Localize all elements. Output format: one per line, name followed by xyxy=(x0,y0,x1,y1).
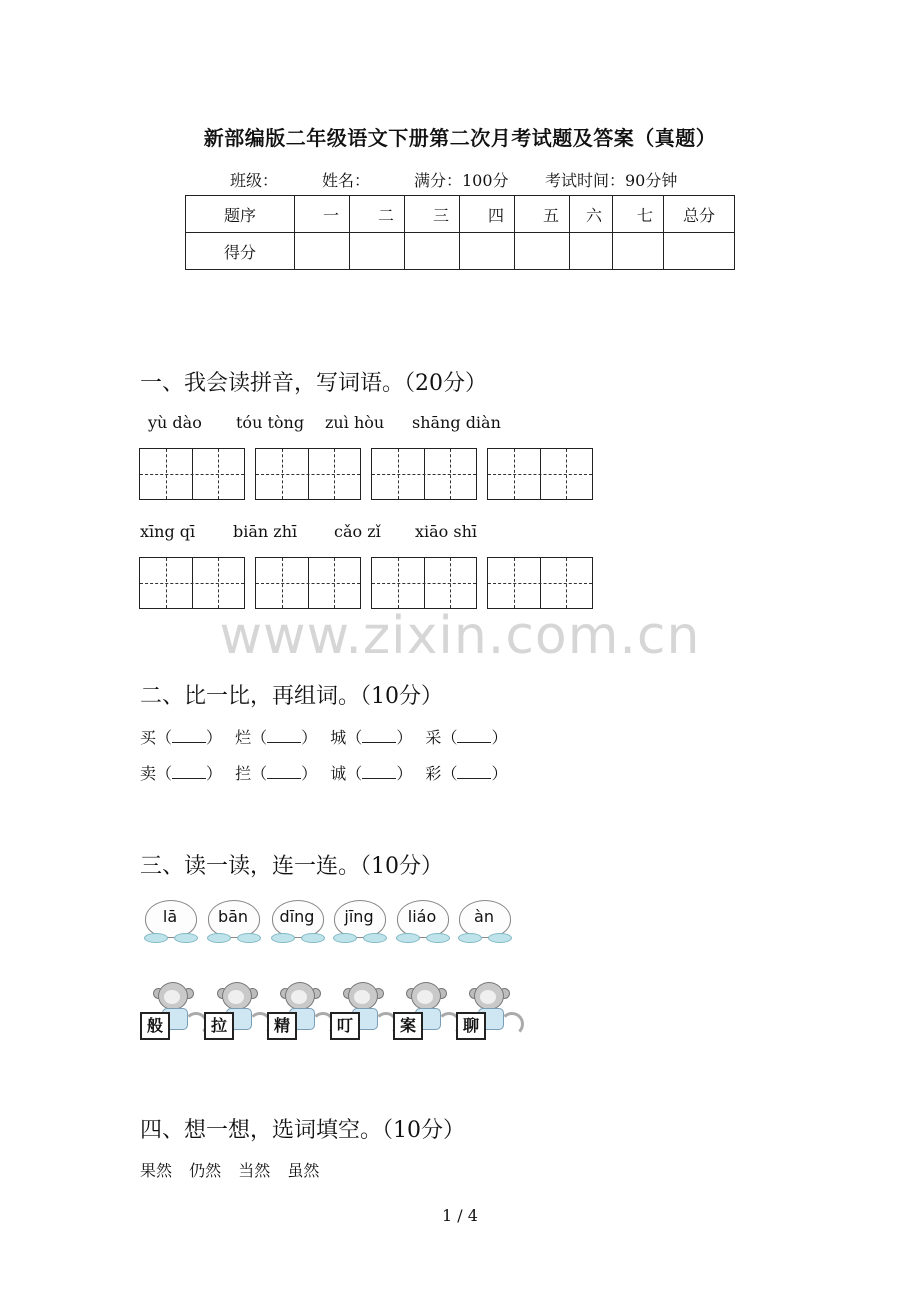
page-title: 新部编版二年级语文下册第二次月考试题及答案（真题） xyxy=(203,126,717,150)
monkey-sign-text: 般 xyxy=(140,1012,170,1040)
answer-blank[interactable] xyxy=(457,728,491,743)
paren: （ xyxy=(346,764,363,783)
score-cell[interactable] xyxy=(570,233,613,270)
exam-time: 考试时间：90分钟 xyxy=(545,171,678,190)
name-label: 姓名： xyxy=(322,171,371,190)
answer-blank[interactable] xyxy=(362,764,396,779)
monkey-character[interactable] xyxy=(204,978,268,1044)
paren: （ xyxy=(156,728,173,747)
compare-char: 卖 xyxy=(140,764,157,783)
class-label: 班级： xyxy=(230,171,279,190)
compare-char: 彩 xyxy=(425,764,442,783)
peach-pinyin[interactable] xyxy=(394,900,450,944)
monkey-sign-text: 拉 xyxy=(204,1012,234,1040)
score-cell[interactable] xyxy=(664,233,735,270)
score-table-col: 七 xyxy=(613,196,664,233)
word-option: 虽然 xyxy=(287,1161,320,1180)
peach-pinyin[interactable] xyxy=(142,900,198,944)
answer-blank[interactable] xyxy=(267,764,301,779)
pinyin-label: shāng diàn xyxy=(412,413,501,432)
peach-pinyin-text: liáo xyxy=(407,907,437,926)
score-table-col: 六 xyxy=(570,196,613,233)
score-table-header-row xyxy=(186,196,735,233)
monkey-sign-text: 案 xyxy=(393,1012,423,1040)
monkey-character[interactable] xyxy=(140,978,204,1044)
writing-grid[interactable] xyxy=(371,448,477,500)
monkey-character[interactable] xyxy=(393,978,457,1044)
paren: （ xyxy=(441,728,458,747)
peach-pinyin-text: lā xyxy=(162,907,178,926)
word-option: 当然 xyxy=(238,1161,271,1180)
compare-row xyxy=(140,761,507,784)
monkey-character[interactable] xyxy=(267,978,331,1044)
paren: （ xyxy=(156,764,173,783)
peach-pinyin-text: àn xyxy=(474,907,494,926)
answer-blank[interactable] xyxy=(457,764,491,779)
score-table-col: 四 xyxy=(460,196,515,233)
answer-blank[interactable] xyxy=(267,728,301,743)
writing-grid[interactable] xyxy=(139,557,245,609)
compare-char: 诚 xyxy=(330,764,347,783)
word-option: 果然 xyxy=(140,1161,173,1180)
compare-char: 拦 xyxy=(235,764,252,783)
score-cell[interactable] xyxy=(350,233,405,270)
writing-grid[interactable] xyxy=(255,557,361,609)
score-table-col: 一 xyxy=(295,196,350,233)
answer-blank[interactable] xyxy=(172,764,206,779)
paren: ） xyxy=(396,764,413,783)
writing-grid[interactable] xyxy=(255,448,361,500)
paren: ） xyxy=(206,764,223,783)
score-cell[interactable] xyxy=(613,233,664,270)
peach-pinyin[interactable] xyxy=(331,900,387,944)
pinyin-label: yù dào xyxy=(148,413,202,432)
monkey-character[interactable] xyxy=(330,978,394,1044)
paren: ） xyxy=(491,728,508,747)
writing-grid[interactable] xyxy=(487,557,593,609)
peach-pinyin-text: dīng xyxy=(279,907,315,926)
score-table-col-total: 总分 xyxy=(664,196,735,233)
monkey-sign-text: 聊 xyxy=(456,1012,486,1040)
paren: （ xyxy=(441,764,458,783)
monkey-sign-text: 叮 xyxy=(330,1012,360,1040)
score-cell[interactable] xyxy=(295,233,350,270)
score-table-col: 五 xyxy=(515,196,570,233)
paren: （ xyxy=(251,764,268,783)
score-table-col: 三 xyxy=(405,196,460,233)
word-option: 仍然 xyxy=(189,1161,222,1180)
score-table-row-label: 得分 xyxy=(186,233,295,270)
paren: ） xyxy=(301,728,318,747)
score-cell[interactable] xyxy=(515,233,570,270)
peach-pinyin[interactable] xyxy=(205,900,261,944)
pinyin-label: tóu tòng xyxy=(236,413,305,432)
paren: （ xyxy=(346,728,363,747)
paren: （ xyxy=(251,728,268,747)
monkey-sign-text: 精 xyxy=(267,1012,297,1040)
pinyin-label: zuì hòu xyxy=(325,413,385,432)
writing-grid[interactable] xyxy=(139,448,245,500)
compare-char: 买 xyxy=(140,728,157,747)
writing-grid[interactable] xyxy=(487,448,593,500)
pinyin-label: xīng qī xyxy=(140,522,196,541)
score-cell[interactable] xyxy=(460,233,515,270)
paren: ） xyxy=(301,764,318,783)
score-table xyxy=(185,195,735,270)
section1-heading: 一、我会读拼音，写词语。（20分） xyxy=(140,371,487,396)
section3-heading: 三、读一读，连一连。（10分） xyxy=(140,854,443,879)
score-table-score-row xyxy=(186,233,735,270)
pinyin-label: cǎo zǐ xyxy=(334,522,381,541)
compare-char: 采 xyxy=(425,728,442,747)
pinyin-label: biān zhī xyxy=(233,522,298,541)
compare-row xyxy=(140,725,507,748)
section4-heading: 四、想一想，选词填空。（10分） xyxy=(140,1118,465,1143)
pinyin-label: xiāo shī xyxy=(415,522,478,541)
answer-blank[interactable] xyxy=(172,728,206,743)
writing-grid[interactable] xyxy=(371,557,477,609)
paren: ） xyxy=(206,728,223,747)
watermark: www.zixin.com.cn xyxy=(219,606,701,666)
peach-pinyin-text: jīng xyxy=(344,907,374,926)
page-number: 1 / 4 xyxy=(442,1206,478,1225)
score-cell[interactable] xyxy=(405,233,460,270)
peach-pinyin-text: bān xyxy=(217,907,249,926)
peach-pinyin[interactable] xyxy=(269,900,325,944)
paren: ） xyxy=(396,728,413,747)
peach-pinyin[interactable] xyxy=(456,900,512,944)
compare-char: 烂 xyxy=(235,728,252,747)
section2-heading: 二、比一比，再组词。（10分） xyxy=(140,684,443,709)
score-table-row-label: 题序 xyxy=(186,196,295,233)
full-score: 满分：100分 xyxy=(414,171,509,190)
compare-char: 城 xyxy=(330,728,347,747)
paren: ） xyxy=(491,764,508,783)
answer-blank[interactable] xyxy=(362,728,396,743)
word-bank xyxy=(140,1158,319,1181)
score-table-col: 二 xyxy=(350,196,405,233)
monkey-character[interactable] xyxy=(456,978,520,1044)
